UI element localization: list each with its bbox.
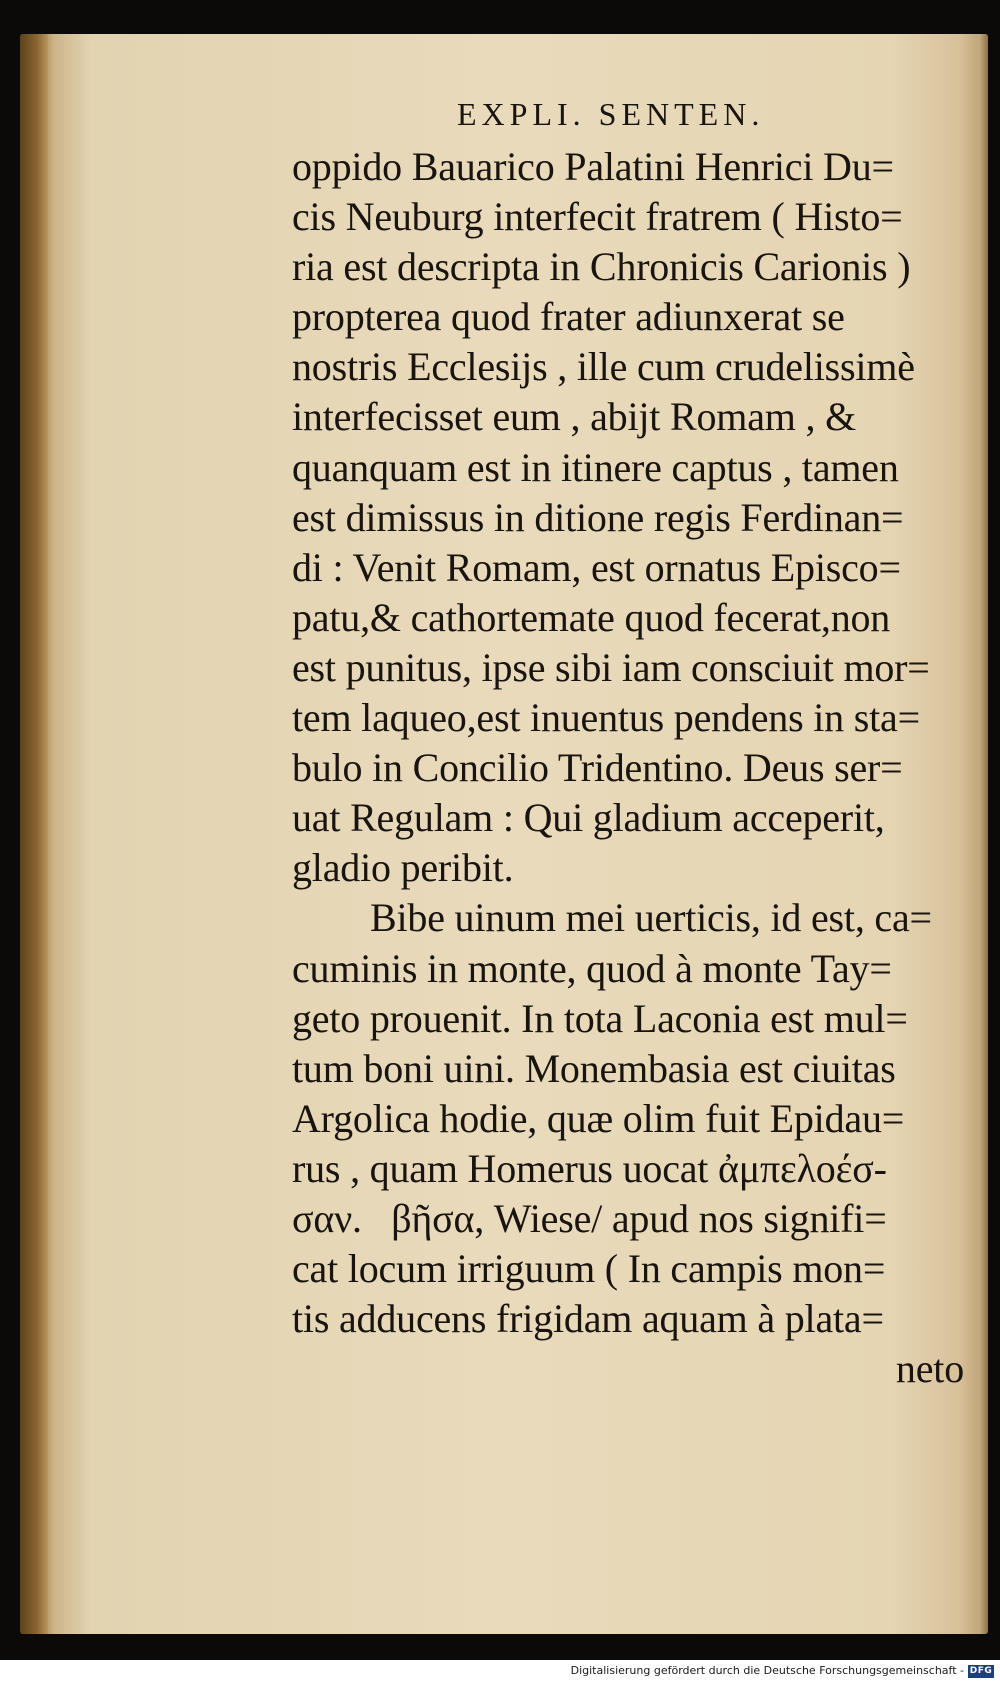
digitization-credit: Digitalisierung gefördert durch die Deutsche Forschungsgemeinschaft - (570, 1664, 964, 1677)
text-line: tem laqueo,est inuentus pendens in sta= (292, 695, 920, 741)
text-line: tis adducens frigidam aquam à plata= (292, 1296, 884, 1342)
text-line: propterea quod frater adiunxerat se (292, 294, 845, 340)
scan-border (0, 1634, 1000, 1655)
book-spine (20, 34, 48, 1634)
text-line: cis Neuburg interfecit fratrem ( Histo= (292, 194, 903, 240)
text-line: quanquam est in itinere captus , tamen (292, 444, 899, 490)
text-line: tum boni uini. Monembasia est ciuitas (292, 1045, 896, 1091)
text-line: geto prouenit. In tota Laconia est mul= (292, 995, 908, 1041)
dfg-logo: DFG (969, 1666, 993, 1676)
text-line: interfecisset eum , abijt Romam , & (292, 394, 856, 440)
text-line: ria est descripta in Chronicis Carionis ) (292, 244, 911, 290)
paragraph-start-line: Bibe uinum mei uerticis, id est, ca= (370, 895, 932, 941)
text-line: gladio peribit. (292, 845, 514, 891)
running-head: EXPLI. SENTEN. (457, 96, 765, 132)
text-line: Argolica hodie, quæ olim fuit Epidau= (292, 1095, 905, 1141)
text-line: est dimissus in ditione regis Ferdinan= (292, 494, 904, 540)
text-line: cat locum irriguum ( In campis mon= (292, 1246, 886, 1292)
page-text (292, 86, 982, 1394)
text-line: patu,& cathortemate quod fecerat,non (292, 594, 891, 640)
catchword: neto (895, 1346, 964, 1392)
text-line: nostris Ecclesijs , ille cum crudelissimè (292, 344, 915, 390)
text-line: oppido Bauarico Palatini Henrici Du= (292, 144, 894, 189)
text-line: σαν. βῆσα, Wiese/ apud nos signifi= (292, 1195, 887, 1241)
text-line: bulo in Concilio Tridentino. Deus ser= (292, 745, 903, 791)
text-line: uat Regulam : Qui gladium acceperit, (292, 795, 885, 841)
text-line: cuminis in monte, quod à monte Tay= (292, 945, 892, 991)
text-line: rus , quam Homerus uocat ἀμπελοέσ- (292, 1145, 887, 1191)
text-line: est punitus, ipse sibi iam consciuit mor= (292, 644, 930, 690)
text-line: di : Venit Romam, est ornatus Episco= (292, 544, 901, 590)
